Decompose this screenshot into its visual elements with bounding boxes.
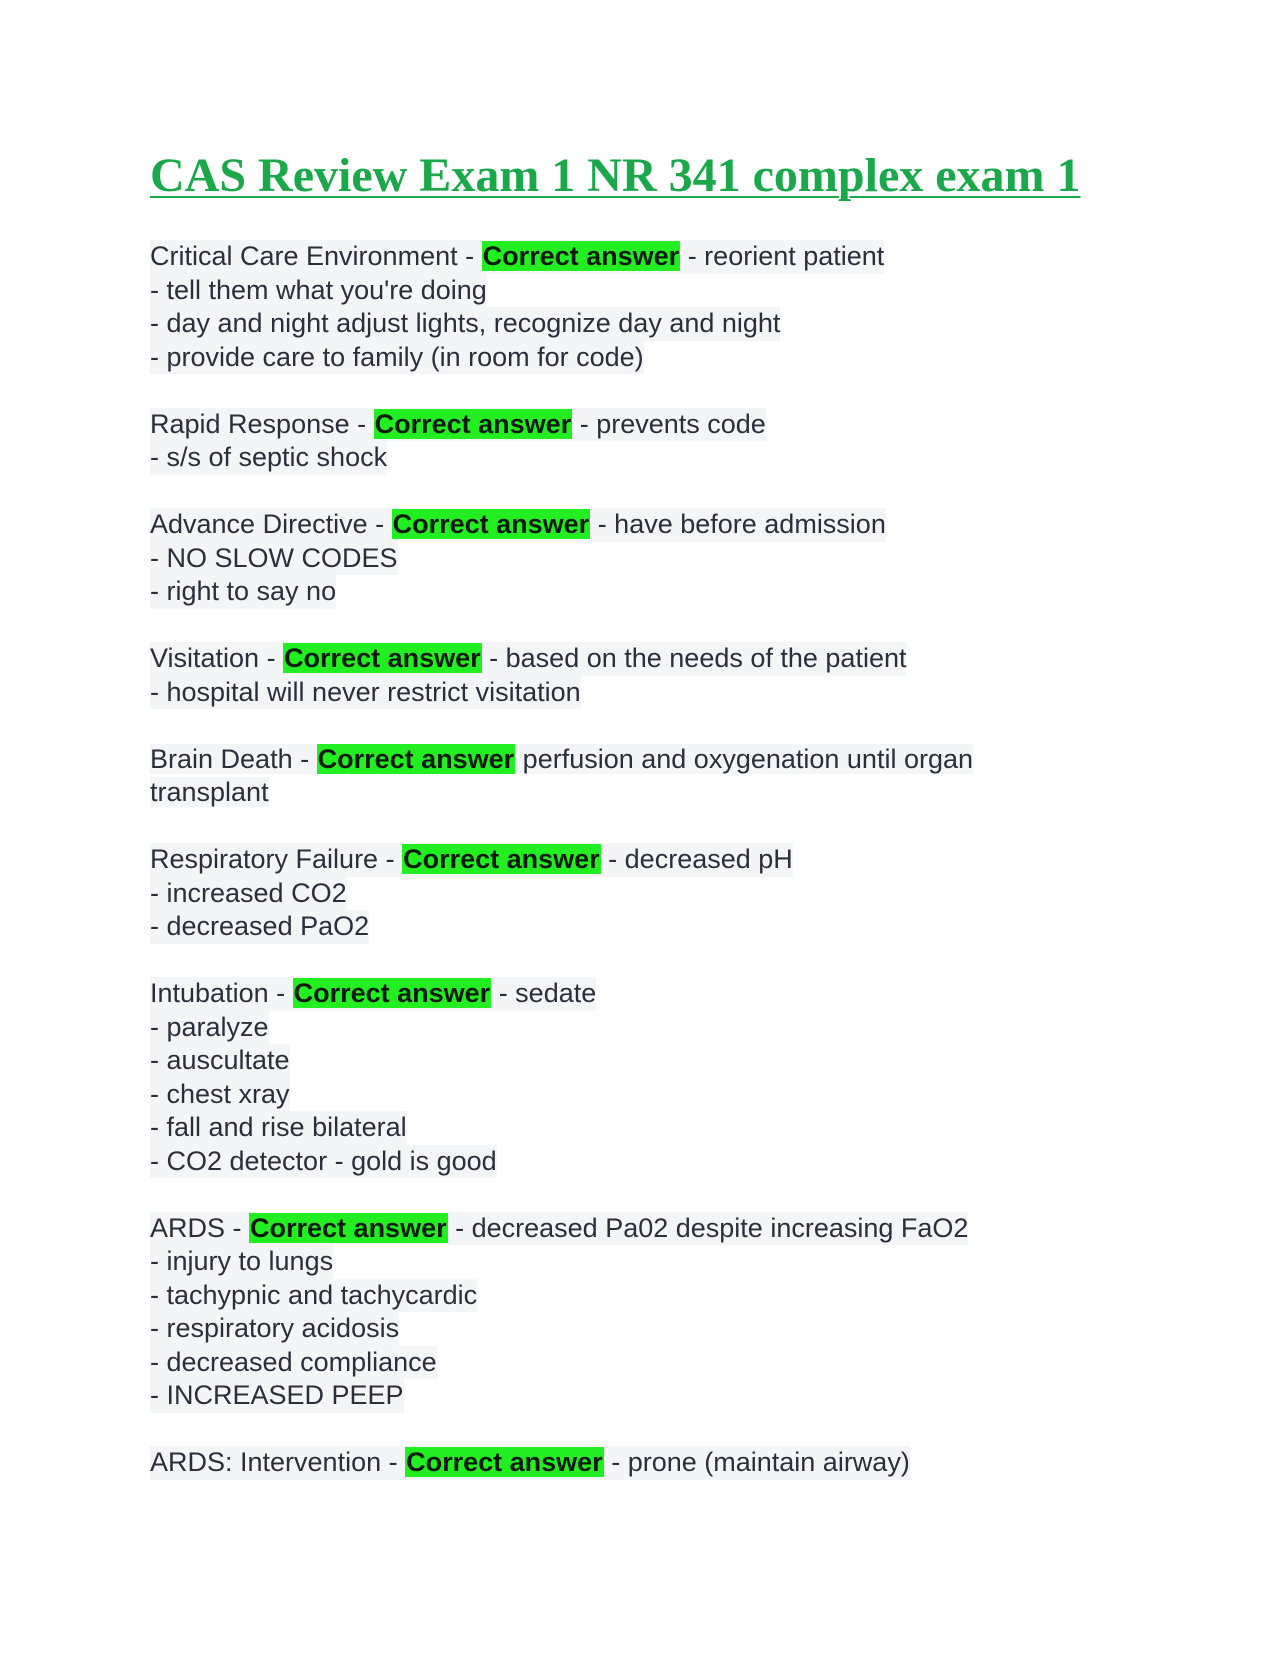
card-line — [150, 642, 906, 676]
card-visitation — [150, 642, 1130, 709]
card-line — [150, 1212, 968, 1246]
card-term: Critical Care Environment - — [150, 241, 482, 271]
card-line: - hospital will never restrict visitation — [150, 676, 581, 710]
card-line: - auscultate — [150, 1044, 290, 1078]
card-line: - respiratory acidosis — [150, 1312, 399, 1346]
card-line: - provide care to family (in room for code) — [150, 341, 644, 375]
card-advance-directive — [150, 508, 1130, 609]
card-ards — [150, 1212, 1130, 1413]
correct-answer-highlight: Correct answer — [374, 408, 572, 439]
card-answer: - decreased Pa02 despite increasing FaO2 — [447, 1212, 969, 1243]
card-line: - decreased compliance — [150, 1346, 437, 1380]
card-line: - s/s of septic shock — [150, 441, 387, 475]
card-term: Respiratory Failure - — [150, 844, 403, 874]
card-line — [150, 977, 596, 1011]
card-line — [150, 508, 886, 542]
card-line: - CO2 detector - gold is good — [150, 1145, 497, 1179]
card-line: - tell them what you're doing — [150, 274, 487, 308]
page-title: CAS Review Exam 1 NR 341 complex exam 1 — [150, 149, 1081, 202]
card-line: - injury to lungs — [150, 1245, 333, 1279]
card-term: Brain Death - — [150, 743, 317, 774]
correct-answer-highlight: Correct answer — [250, 1212, 447, 1243]
flashcard-list — [150, 240, 1130, 1513]
card-answer: - decreased pH — [600, 844, 793, 874]
card-brain-death — [150, 743, 1130, 810]
card-ards-intervention — [150, 1446, 1130, 1480]
card-term: Visitation - — [150, 643, 284, 673]
card-answer: - have before admission — [590, 509, 886, 539]
card-term: Rapid Response - — [150, 408, 374, 439]
card-line: - fall and rise bilateral — [150, 1111, 407, 1145]
correct-answer-highlight: Correct answer — [406, 1447, 603, 1477]
card-term: ARDS: Intervention - — [150, 1447, 406, 1477]
correct-answer-highlight: Correct answer — [284, 643, 481, 673]
card-line — [150, 743, 1050, 810]
card-line: - NO SLOW CODES — [150, 542, 398, 576]
card-line: - paralyze — [150, 1011, 269, 1045]
card-line: - INCREASED PEEP — [150, 1379, 404, 1413]
card-line: - tachypnic and tachycardic — [150, 1279, 477, 1313]
card-respiratory-failure — [150, 843, 1130, 944]
card-answer: - prevents code — [572, 408, 766, 439]
correct-answer-highlight: Correct answer — [293, 978, 491, 1008]
card-line — [150, 1446, 910, 1480]
card-line — [150, 408, 766, 442]
card-line: - chest xray — [150, 1078, 290, 1112]
card-term: Intubation - — [150, 978, 293, 1008]
card-answer: perfusion and oxygenation until organ transplant — [150, 743, 973, 807]
card-term: ARDS - — [150, 1212, 250, 1243]
correct-answer-highlight: Correct answer — [403, 844, 600, 874]
card-line: - decreased PaO2 — [150, 910, 369, 944]
card-answer: - prone (maintain airway) — [603, 1447, 910, 1477]
correct-answer-highlight: Correct answer — [392, 509, 590, 539]
card-line: - increased CO2 — [150, 877, 347, 911]
card-line: - right to say no — [150, 575, 336, 609]
card-answer: - reorient patient — [680, 241, 885, 271]
correct-answer-highlight: Correct answer — [482, 241, 680, 271]
card-intubation — [150, 977, 1130, 1178]
card-rapid-response — [150, 408, 1130, 475]
card-line — [150, 843, 793, 877]
card-line: - day and night adjust lights, recognize day and night — [150, 307, 780, 341]
card-answer: - sedate — [491, 978, 597, 1008]
card-critical-care-environment — [150, 240, 1130, 374]
card-answer: - based on the needs of the patient — [481, 643, 907, 673]
card-line — [150, 240, 884, 274]
card-term: Advance Directive - — [150, 509, 392, 539]
correct-answer-highlight: Correct answer — [317, 743, 515, 774]
